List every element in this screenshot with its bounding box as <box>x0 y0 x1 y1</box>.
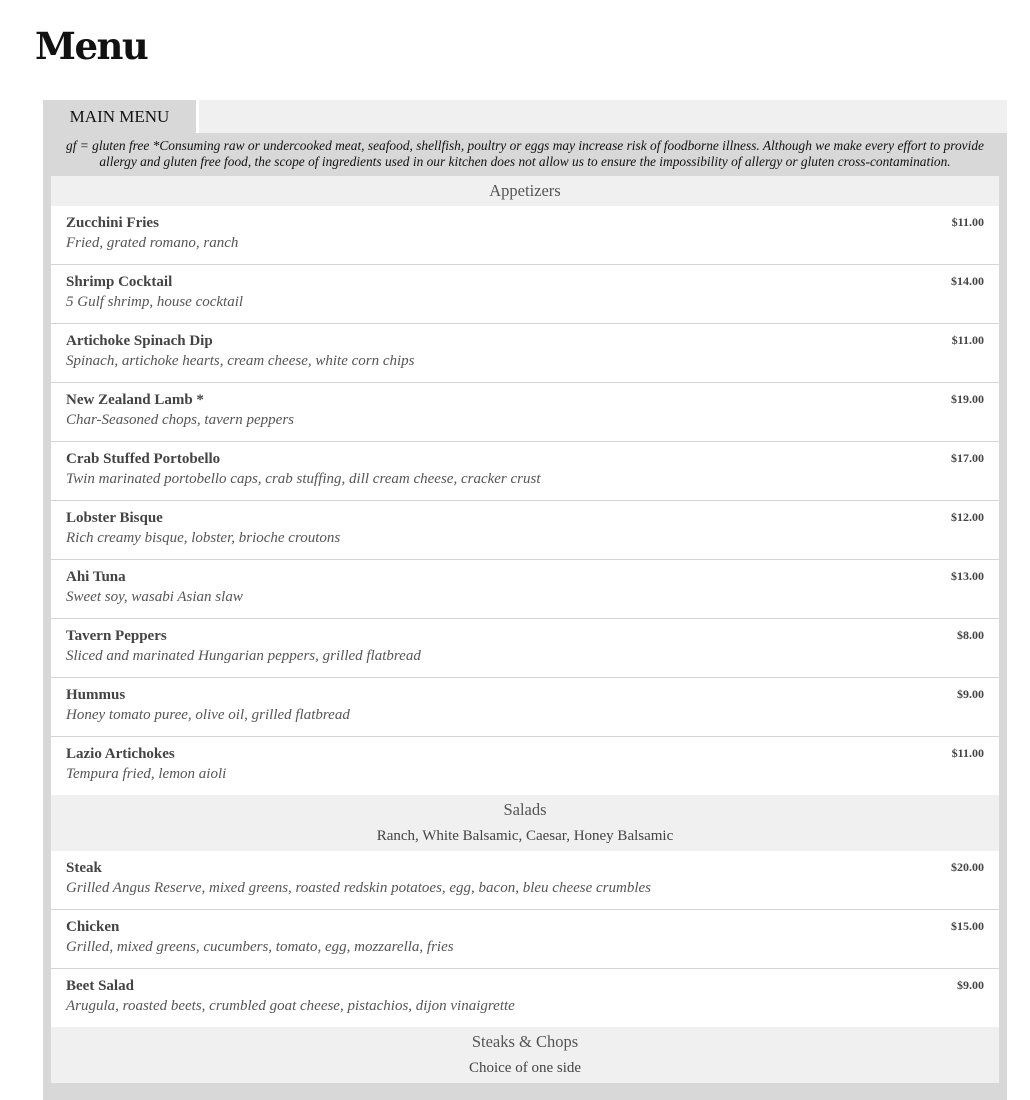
menu-item-price: $15.00 <box>951 919 984 933</box>
menu-item-description: Arugula, roasted beets, crumbled goat cheese, pistachios, dijon vinaigrette <box>66 998 515 1014</box>
menu-item-description: Rich creamy bisque, lobster, brioche croutons <box>66 530 341 546</box>
menu-item[interactable] <box>51 324 999 383</box>
menu-item-name: Crab Stuffed Portobello <box>66 451 221 467</box>
menu-item-name: Ahi Tuna <box>66 569 126 585</box>
menu-container <box>43 100 1007 1100</box>
menu-item[interactable] <box>51 501 999 560</box>
menu-item-price: $9.00 <box>957 687 984 701</box>
menu-item[interactable] <box>51 560 999 619</box>
menu-item[interactable] <box>51 383 999 442</box>
menu-item-description: Spinach, artichoke hearts, cream cheese, white corn chips <box>66 353 415 369</box>
menu-item-name: Chicken <box>66 919 120 935</box>
menu-item-description: Sliced and marinated Hungarian peppers, grilled flatbread <box>66 648 421 664</box>
menu-item-name: Steak <box>66 860 102 876</box>
menu-item-price: $13.00 <box>951 569 984 583</box>
menu-item-name: Shrimp Cocktail <box>66 274 173 290</box>
menu-sections <box>51 176 999 1083</box>
menu-item-price: $14.00 <box>951 274 984 288</box>
menu-item-name: Artichoke Spinach Dip <box>66 333 213 349</box>
menu-item-price: $8.00 <box>957 628 984 642</box>
menu-item[interactable] <box>51 678 999 737</box>
menu-item-description: Fried, grated romano, ranch <box>66 235 239 251</box>
menu-item[interactable] <box>51 265 999 324</box>
section-subtitle: Choice of one side <box>51 1056 999 1083</box>
section-heading: Salads <box>51 795 999 825</box>
menu-item-description: Grilled, mixed greens, cucumbers, tomato, egg, mozzarella, fries <box>66 939 454 955</box>
menu-item-description: Char-Seasoned chops, tavern peppers <box>66 412 294 428</box>
menu-item[interactable] <box>51 969 999 1027</box>
menu-item-description: Twin marinated portobello caps, crab stuffing, dill cream cheese, cracker crust <box>66 471 541 487</box>
menu-item-description: Sweet soy, wasabi Asian slaw <box>66 589 243 605</box>
menu-item-price: $11.00 <box>951 215 984 229</box>
section-subtitle: Ranch, White Balsamic, Caesar, Honey Balsamic <box>51 824 999 851</box>
menu-item-price: $11.00 <box>951 333 984 347</box>
tab-main-menu[interactable]: MAIN MENU <box>43 100 196 133</box>
menu-item-name: Lazio Artichokes <box>66 746 175 762</box>
menu-item-name: Zucchini Fries <box>66 215 159 231</box>
section-heading: Steaks & Chops <box>51 1027 999 1057</box>
menu-item-price: $17.00 <box>951 451 984 465</box>
menu-panel <box>43 133 1007 1100</box>
menu-item-name: Lobster Bisque <box>66 510 163 526</box>
menu-item-description: Honey tomato puree, olive oil, grilled flatbread <box>66 707 350 723</box>
menu-item-price: $20.00 <box>951 860 984 874</box>
menu-item-name: New Zealand Lamb * <box>66 392 204 408</box>
menu-item-name: Hummus <box>66 687 126 703</box>
menu-item[interactable] <box>51 619 999 678</box>
menu-item-price: $9.00 <box>957 978 984 992</box>
tab-bar <box>43 100 1007 133</box>
menu-item-name: Beet Salad <box>66 978 134 994</box>
menu-item-price: $11.00 <box>951 746 984 760</box>
menu-item-description: Tempura fried, lemon aioli <box>66 766 227 782</box>
menu-item-description: Grilled Angus Reserve, mixed greens, roasted redskin potatoes, egg, bacon, bleu cheese crumbles <box>66 880 651 896</box>
menu-item[interactable] <box>51 206 999 265</box>
menu-item[interactable] <box>51 851 999 910</box>
tab-bar-filler <box>199 100 1007 133</box>
allergy-disclaimer: gf = gluten free *Consuming raw or undercooked meat, seafood, shellfish, poultry or eggs may increase risk of foodborne illness. Although we make every effort to provide allergy and gluten free food, the scope of ingredients used in our kitchen does not allow us to ensure the impossibility of allergy or gluten cross-contamination. <box>66 138 984 169</box>
section-heading: Appetizers <box>51 176 999 206</box>
page-title: Menu <box>35 24 148 68</box>
menu-item-description: 5 Gulf shrimp, house cocktail <box>66 294 244 310</box>
menu-item-price: $19.00 <box>951 392 984 406</box>
menu-item-name: Tavern Peppers <box>66 628 167 644</box>
menu-item-price: $12.00 <box>951 510 984 524</box>
menu-item[interactable] <box>51 910 999 969</box>
menu-item[interactable] <box>51 442 999 501</box>
menu-item[interactable] <box>51 737 999 795</box>
